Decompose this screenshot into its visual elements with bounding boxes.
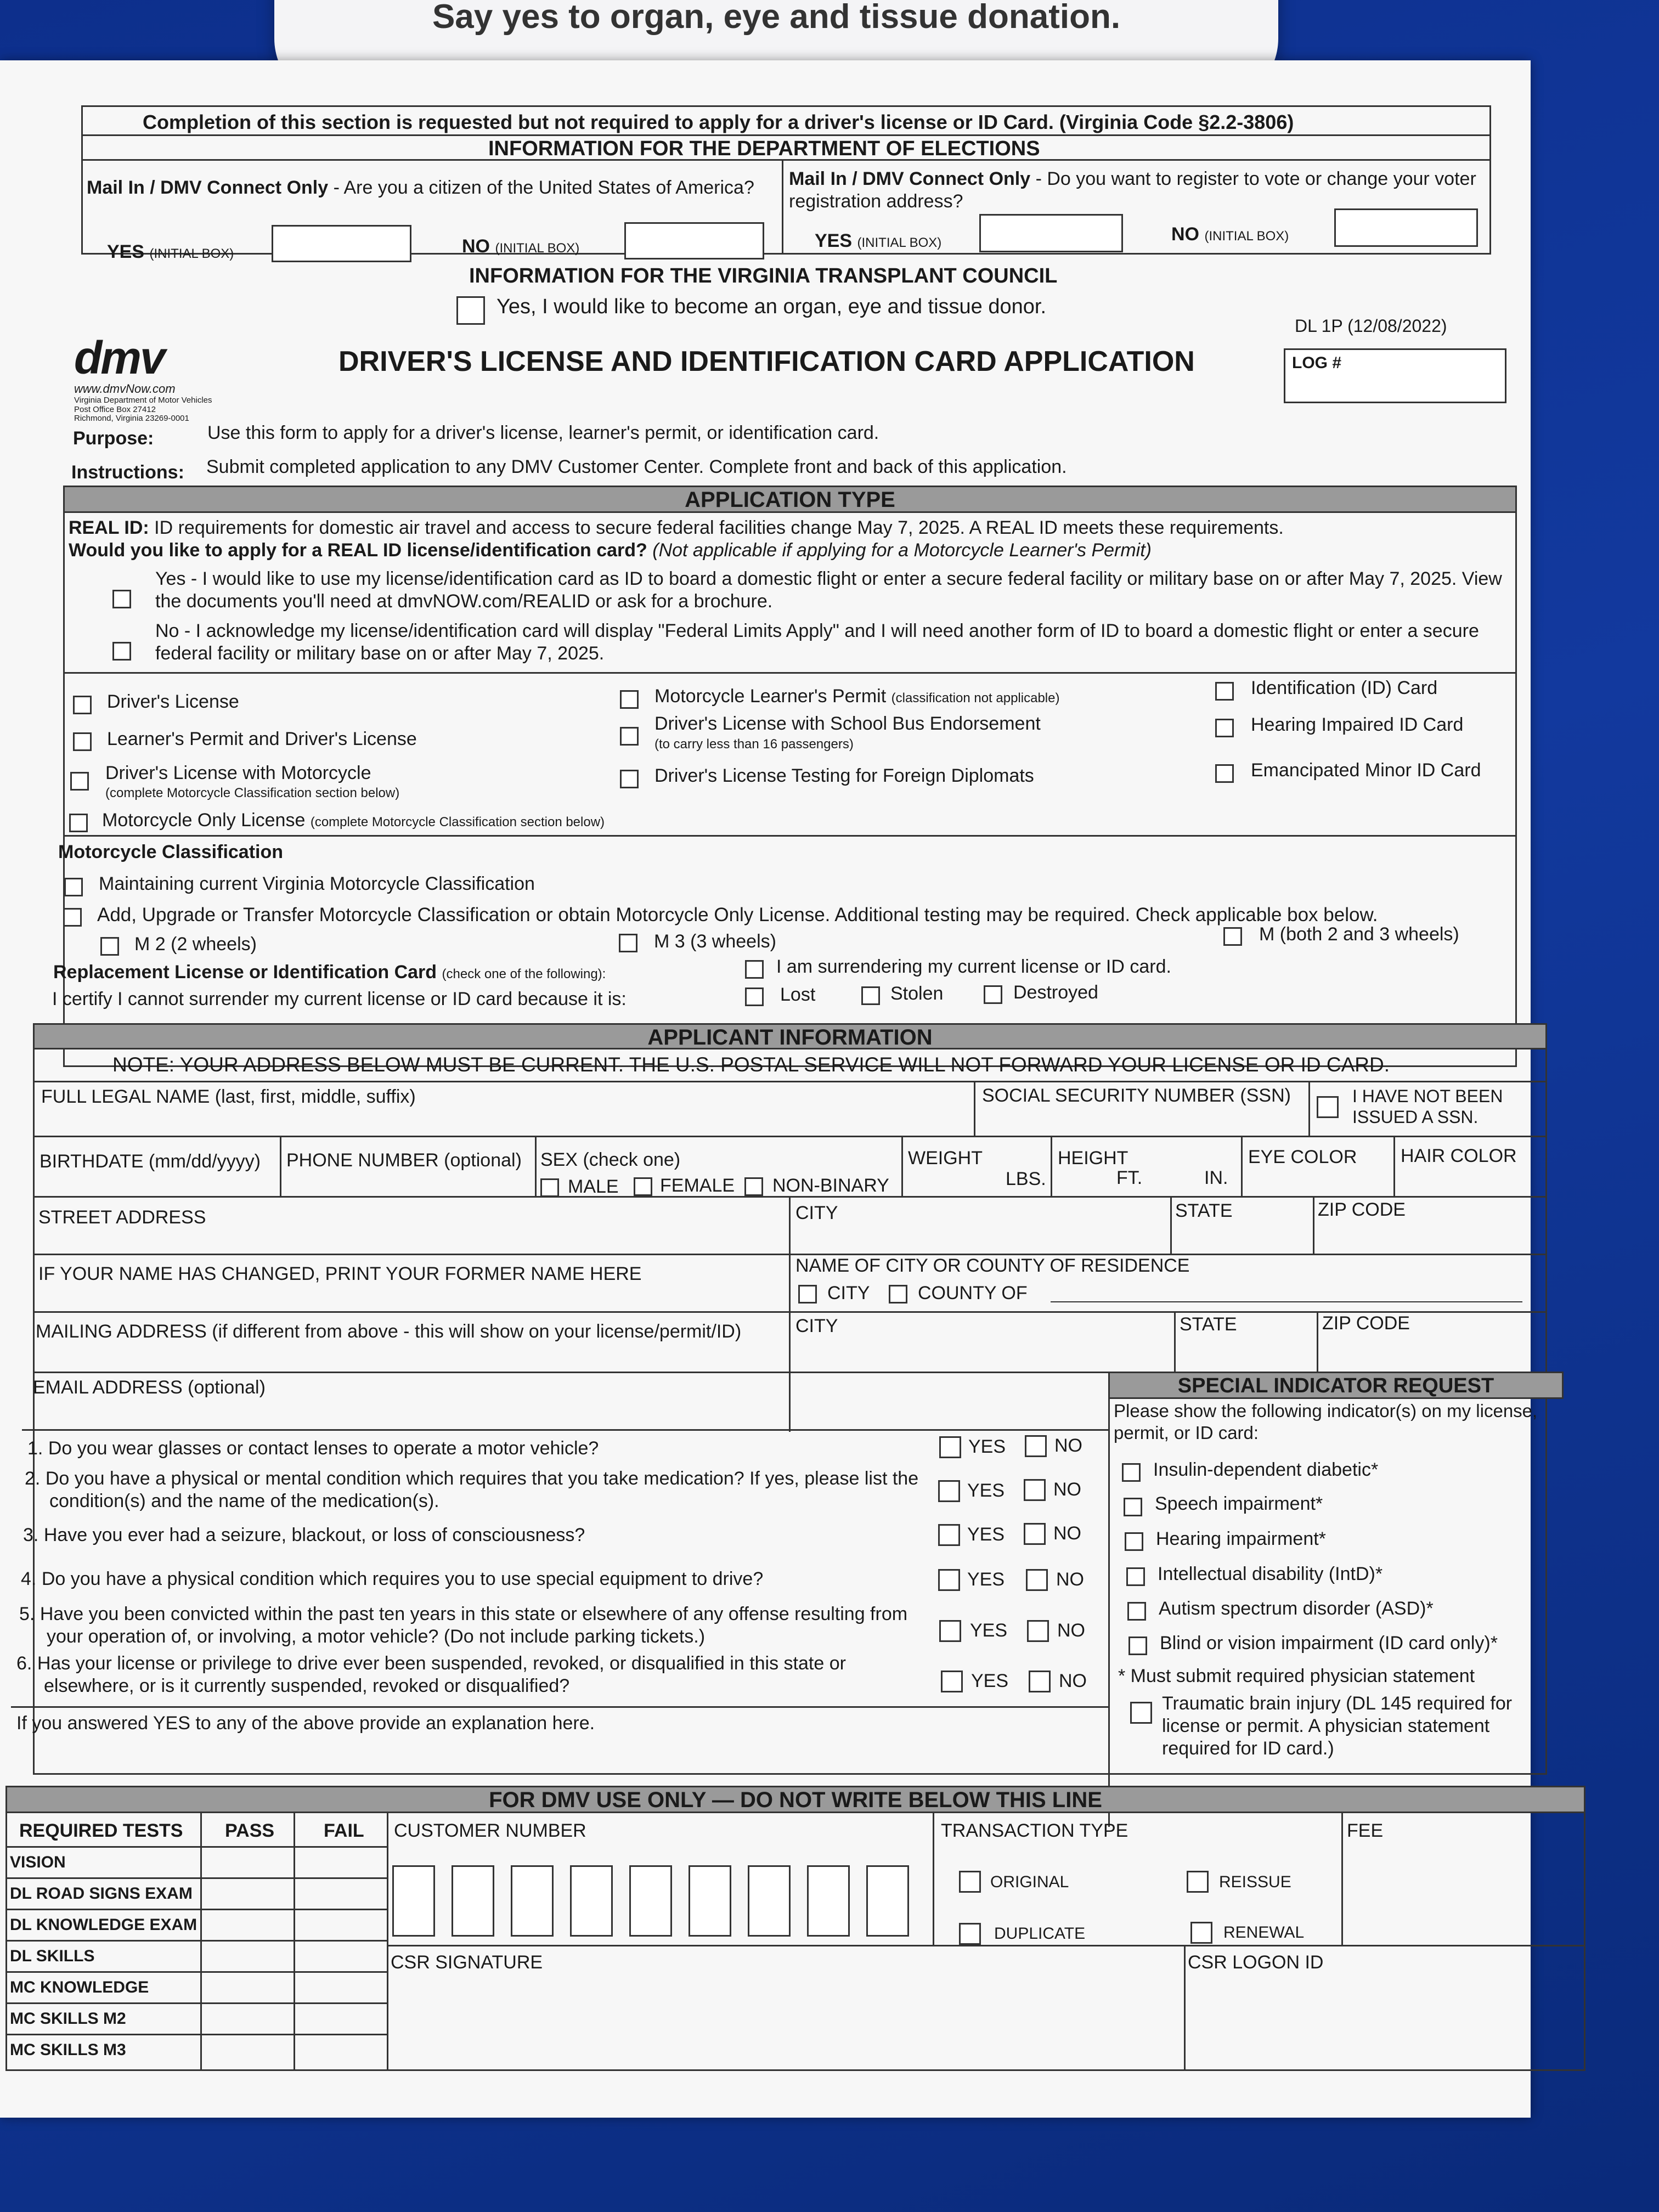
m3-label: M 3 (3 wheels) xyxy=(654,931,776,952)
realid-yes-text: Yes - I would like to use my license/identification card as ID to board a domestic flight or enter a secure federal facility or military base on or after May 7, 2025. View the documents you'll need at dmvNOW.com/REALID or ask for a brochure. xyxy=(155,568,1502,612)
weight-label[interactable]: WEIGHT xyxy=(908,1148,983,1169)
blind-label: Blind or vision impairment (ID card only)* xyxy=(1160,1633,1498,1654)
q2-no-label: NO xyxy=(1053,1479,1081,1500)
csr-logon-label: CSR LOGON ID xyxy=(1188,1952,1324,1973)
question-5: 5. Have you been convicted within the past ten years in this state or elsewhere of any offense resulting from your operation of, or involving, a motor vehicle? (Do not include parking tickets.) xyxy=(19,1604,908,1647)
id-card-label: Identification (ID) Card xyxy=(1251,678,1438,698)
mailing-city-label[interactable]: CITY xyxy=(795,1316,838,1336)
q4-yes-checkbox[interactable] xyxy=(938,1569,960,1591)
vote-yes-label: YES (INITIAL BOX) xyxy=(815,230,942,251)
dmv-address-line2: Post Office Box 27412 xyxy=(74,404,156,414)
dmv-logo xyxy=(74,332,212,424)
realid-no-text: No - I acknowledge my license/identification card will display "Federal Limits Apply" and I will need another form of ID to board a domestic flight or enter a secure federal facility or military base on or after May 7, 2025. xyxy=(155,620,1479,664)
reissue-checkbox[interactable] xyxy=(1187,1871,1209,1893)
renewal-checkbox[interactable] xyxy=(1190,1922,1212,1944)
applicant-header: APPLICANT INFORMATION xyxy=(33,1023,1547,1049)
q1-no-label: NO xyxy=(1054,1435,1082,1456)
nonbinary-checkbox[interactable] xyxy=(744,1177,763,1196)
dl-motorcycle-checkbox[interactable] xyxy=(70,772,89,791)
csr-signature-label: CSR SIGNATURE xyxy=(391,1952,543,1973)
residence-city-checkbox[interactable] xyxy=(798,1285,817,1304)
customer-number-label: CUSTOMER NUMBER xyxy=(394,1820,586,1841)
customer-number-digit xyxy=(689,1865,731,1937)
ssn-label[interactable]: SOCIAL SECURITY NUMBER (SSN) xyxy=(982,1085,1291,1106)
drivers-license-label: Driver's License xyxy=(107,691,239,712)
donor-label: Yes, I would like to become an organ, eye and tissue donor. xyxy=(496,295,1047,318)
test-mc-knowledge: MC KNOWLEDGE xyxy=(10,1978,149,1996)
intd-label: Intellectual disability (IntD)* xyxy=(1158,1564,1383,1584)
purpose-label: Purpose: xyxy=(73,428,154,449)
q5-yes-checkbox[interactable] xyxy=(939,1620,961,1642)
application-form xyxy=(0,60,1538,2118)
test-knowledge: DL KNOWLEDGE EXAM xyxy=(10,1916,198,1934)
surrender-label: I am surrendering my current license or ID card. xyxy=(776,956,1171,977)
application-type-header: APPLICATION TYPE xyxy=(63,486,1517,513)
customer-number-digit xyxy=(452,1865,494,1937)
elections-q2: Mail In / DMV Connect Only - Do you want to register to vote or change your voter registration address? xyxy=(789,168,1476,212)
fail-header: FAIL xyxy=(324,1820,364,1841)
q5-no-checkbox[interactable] xyxy=(1027,1620,1049,1642)
id-card-checkbox[interactable] xyxy=(1215,682,1234,701)
motorcycle-learner-label: Motorcycle Learner's Permit (classification not applicable) xyxy=(654,686,1060,707)
mailing-state-label[interactable]: STATE xyxy=(1180,1314,1237,1335)
special-indicator-header: SPECIAL INDICATOR REQUEST xyxy=(1108,1372,1564,1399)
tbi-checkbox[interactable] xyxy=(1130,1702,1152,1724)
question-1: 1. Do you wear glasses or contact lenses to operate a motor vehicle? xyxy=(27,1438,599,1459)
test-vision: VISION xyxy=(10,1853,66,1871)
residence-county-label: COUNTY OF xyxy=(918,1283,1028,1304)
hair-color-label[interactable]: HAIR COLOR xyxy=(1401,1146,1517,1166)
elections-notice: Completion of this section is requested but not required to apply for a driver's license or ID Card. (Virginia Code §2.2-3806) xyxy=(143,111,1294,133)
hearing-checkbox[interactable] xyxy=(1125,1532,1143,1551)
school-bus-checkbox[interactable] xyxy=(620,727,639,746)
height-label[interactable]: HEIGHT xyxy=(1058,1148,1128,1169)
former-name-label[interactable]: IF YOUR NAME HAS CHANGED, PRINT YOUR FORMER NAME HERE xyxy=(38,1263,642,1284)
feet-label: FT. xyxy=(1116,1167,1143,1188)
vote-no-label: NO (INITIAL BOX) xyxy=(1171,224,1289,245)
foreign-diplomats-checkbox[interactable] xyxy=(620,770,639,788)
form-title: DRIVER'S LICENSE AND IDENTIFICATION CARD APPLICATION xyxy=(338,346,1195,377)
q3-no-label: NO xyxy=(1053,1523,1081,1544)
instructions-text: Submit completed application to any DMV Customer Center. Complete front and back of this application. xyxy=(206,456,1067,477)
original-label: ORIGINAL xyxy=(990,1873,1069,1891)
duplicate-checkbox[interactable] xyxy=(959,1923,981,1945)
q1-yes-label: YES xyxy=(968,1436,1006,1457)
school-bus-sub: (to carry less than 16 passengers) xyxy=(654,737,854,752)
destroyed-checkbox[interactable] xyxy=(984,985,1002,1004)
dmv-logo-mark: dmv xyxy=(74,332,164,383)
citizen-yes-label: YES (INITIAL BOX) xyxy=(107,241,234,262)
emancipated-minor-label: Emancipated Minor ID Card xyxy=(1251,760,1481,781)
address-note: NOTE: YOUR ADDRESS BELOW MUST BE CURRENT. THE U.S. POSTAL SERVICE WILL NOT FORWARD YOUR LICENSE OR ID CARD. xyxy=(112,1053,1390,1076)
city-label[interactable]: CITY xyxy=(795,1203,838,1223)
speech-checkbox[interactable] xyxy=(1124,1498,1142,1516)
q2-yes-checkbox[interactable] xyxy=(938,1480,960,1502)
purpose-text: Use this form to apply for a driver's license, learner's permit, or identification card. xyxy=(207,422,879,443)
intd-checkbox[interactable] xyxy=(1126,1567,1145,1586)
surrender-checkbox[interactable] xyxy=(745,960,764,979)
asd-label: Autism spectrum disorder (ASD)* xyxy=(1159,1598,1434,1619)
email-label[interactable]: EMAIL ADDRESS (optional) xyxy=(33,1377,266,1398)
residence-county-checkbox[interactable] xyxy=(889,1285,907,1304)
blind-checkbox[interactable] xyxy=(1128,1637,1147,1655)
dmv-address-line3: Richmond, Virginia 23269-0001 xyxy=(74,414,189,423)
male-label: MALE xyxy=(568,1176,619,1197)
dmv-address-line1: Virginia Department of Motor Vehicles xyxy=(74,396,212,405)
pass-header: PASS xyxy=(225,1820,275,1841)
learners-permit-label: Learner's Permit and Driver's License xyxy=(107,729,417,749)
dl-motorcycle-sub: (complete Motorcycle Classification section below) xyxy=(105,786,400,800)
replacement-label: Replacement License or Identification Card (check one of the following): xyxy=(53,962,606,983)
instructions-label: Instructions: xyxy=(71,462,184,483)
customer-number-digit xyxy=(570,1865,613,1937)
dl-motorcycle-label: Driver's License with Motorcycle xyxy=(105,763,371,783)
customer-number-digit xyxy=(748,1865,791,1937)
dmv-use-header: FOR DMV USE ONLY — DO NOT WRITE BELOW THIS LINE xyxy=(5,1786,1585,1813)
state-label[interactable]: STATE xyxy=(1175,1200,1233,1221)
question-3: 3. Have you ever had a seizure, blackout, or loss of consciousness? xyxy=(23,1525,585,1545)
customer-number-digit xyxy=(511,1865,554,1937)
original-checkbox[interactable] xyxy=(959,1871,981,1893)
emancipated-minor-checkbox[interactable] xyxy=(1215,764,1234,783)
stolen-label: Stolen xyxy=(890,983,944,1004)
m2-label: M 2 (2 wheels) xyxy=(134,934,257,955)
test-mc-skills-m2: MC SKILLS M2 xyxy=(10,2010,126,2028)
q3-yes-label: YES xyxy=(967,1524,1005,1545)
physician-footnote: * Must submit required physician statement xyxy=(1118,1666,1475,1686)
q1-yes-checkbox[interactable] xyxy=(939,1436,961,1458)
female-checkbox[interactable] xyxy=(634,1177,652,1196)
reissue-label: REISSUE xyxy=(1219,1873,1291,1891)
test-road-signs: DL ROAD SIGNS EXAM xyxy=(10,1884,193,1903)
customer-number-digit xyxy=(629,1865,672,1937)
eye-color-label[interactable]: EYE COLOR xyxy=(1248,1147,1357,1167)
lost-checkbox[interactable] xyxy=(745,988,764,1006)
customer-number-digit xyxy=(392,1865,435,1937)
question-4: 4. Do you have a physical condition which requires you to use special equipment to drive? xyxy=(21,1568,764,1589)
q3-yes-checkbox[interactable] xyxy=(938,1524,960,1546)
no-ssn-checkbox[interactable] xyxy=(1317,1096,1339,1118)
explanation-label[interactable]: If you answered YES to any of the above provide an explanation here. xyxy=(16,1713,595,1734)
duplicate-label: DUPLICATE xyxy=(994,1925,1086,1943)
inches-label: IN. xyxy=(1204,1167,1228,1188)
phone-label[interactable]: PHONE NUMBER (optional) xyxy=(286,1150,522,1171)
question-2: 2. Do you have a physical or mental condition which requires that you take medication? If yes, please list the condition(s) and the name of the medication(s). xyxy=(25,1468,919,1511)
lbs-label: LBS. xyxy=(1006,1169,1046,1189)
m2-checkbox[interactable] xyxy=(100,937,119,956)
hearing-impaired-checkbox[interactable] xyxy=(1215,719,1234,737)
mailing-zip-label[interactable]: ZIP CODE xyxy=(1322,1313,1410,1334)
q5-yes-label: YES xyxy=(970,1620,1008,1641)
female-label: FEMALE xyxy=(660,1175,735,1196)
vote-no-initial-box[interactable] xyxy=(1334,208,1478,247)
foreign-diplomats-label: Driver's License Testing for Foreign Diplomats xyxy=(654,765,1034,786)
street-address-label[interactable]: STREET ADDRESS xyxy=(38,1207,206,1228)
mc-maintain-checkbox[interactable] xyxy=(64,878,83,896)
q4-no-label: NO xyxy=(1056,1569,1084,1590)
insulin-label: Insulin-dependent diabetic* xyxy=(1153,1459,1379,1480)
lost-label: Lost xyxy=(780,984,816,1005)
zip-label[interactable]: ZIP CODE xyxy=(1318,1199,1406,1220)
nonbinary-label: NON-BINARY xyxy=(772,1175,889,1196)
certify-label: I certify I cannot surrender my current license or ID card because it is: xyxy=(52,989,627,1009)
drivers-license-checkbox[interactable] xyxy=(73,696,92,714)
motorcycle-only-checkbox[interactable] xyxy=(69,814,88,832)
renewal-label: RENEWAL xyxy=(1223,1923,1305,1942)
residence-label: NAME OF CITY OR COUNTY OF RESIDENCE xyxy=(795,1255,1190,1276)
q6-no-label: NO xyxy=(1059,1671,1087,1691)
special-indicator-intro: Please show the following indicator(s) on my license, permit, or ID card: xyxy=(1114,1401,1538,1443)
q5-no-label: NO xyxy=(1057,1620,1085,1641)
transplant-header: INFORMATION FOR THE VIRGINIA TRANSPLANT COUNCIL xyxy=(469,264,1058,287)
realid-question: Would you like to apply for a REAL ID license/identification card? (Not applicable if applying for a Motorcycle Learner's Permit) xyxy=(69,540,1152,561)
hearing-impaired-label: Hearing Impaired ID Card xyxy=(1251,714,1464,735)
donor-checkbox[interactable] xyxy=(456,296,485,325)
q4-yes-label: YES xyxy=(967,1569,1005,1590)
q2-no-checkbox[interactable] xyxy=(1024,1479,1046,1501)
mailing-address-label[interactable]: MAILING ADDRESS (if different from above - this will show on your license/permit/ID) xyxy=(36,1321,742,1342)
elections-header: INFORMATION FOR THE DEPARTMENT OF ELECTIONS xyxy=(488,137,1040,160)
realid-info: REAL ID: ID requirements for domestic air travel and access to secure federal facilities change May 7, 2025. A REAL ID meets these requirements. xyxy=(69,517,1284,538)
q6-yes-checkbox[interactable] xyxy=(941,1671,963,1692)
m-both-checkbox[interactable] xyxy=(1223,927,1242,946)
school-bus-label: Driver's License with School Bus Endorsement xyxy=(654,713,1041,734)
residence-city-label: CITY xyxy=(827,1283,870,1304)
dmv-logo-url: www.dmvNow.com xyxy=(74,382,176,396)
q4-no-checkbox[interactable] xyxy=(1026,1569,1048,1591)
m-both-label: M (both 2 and 3 wheels) xyxy=(1259,924,1459,945)
elections-q1: Mail In / DMV Connect Only - Are you a citizen of the United States of America? xyxy=(87,177,754,198)
q3-no-checkbox[interactable] xyxy=(1024,1523,1046,1545)
citizen-no-label: NO (INITIAL BOX) xyxy=(462,236,580,257)
motorcycle-classification-header: Motorcycle Classification xyxy=(58,842,284,862)
test-dl-skills: DL SKILLS xyxy=(10,1947,95,1965)
insulin-checkbox[interactable] xyxy=(1122,1463,1141,1482)
form-code: DL 1P (12/08/2022) xyxy=(1295,316,1447,336)
sex-label: SEX (check one) xyxy=(540,1149,681,1170)
stolen-checkbox[interactable] xyxy=(861,986,880,1005)
speech-label: Speech impairment* xyxy=(1155,1493,1323,1514)
full-name-label[interactable]: FULL LEGAL NAME (last, first, middle, suffix) xyxy=(41,1086,416,1107)
learners-permit-checkbox[interactable] xyxy=(73,732,92,751)
mc-add-label: Add, Upgrade or Transfer Motorcycle Classification or obtain Motorcycle Only License. Additional testing may be required. Check applicable box below. xyxy=(97,904,1378,926)
no-ssn-label-2: ISSUED A SSN. xyxy=(1352,1107,1479,1127)
question-6: 6. Has your license or privilege to drive ever been suspended, revoked, or disqualified in this state or elsewhere, or is it currently suspended, revoked or disqualified? xyxy=(16,1653,846,1696)
mc-add-checkbox[interactable] xyxy=(63,908,82,927)
citizen-yes-initial-box[interactable] xyxy=(272,225,411,262)
tbi-label: Traumatic brain injury (DL 145 required for license or permit. A physician statement required for ID card.) xyxy=(1162,1693,1513,1759)
motorcycle-learner-checkbox[interactable] xyxy=(620,690,639,709)
realid-no-checkbox[interactable] xyxy=(112,642,131,661)
q6-no-checkbox[interactable] xyxy=(1029,1671,1051,1692)
q1-no-checkbox[interactable] xyxy=(1025,1435,1047,1457)
customer-number-digit xyxy=(866,1865,909,1937)
q6-yes-label: YES xyxy=(971,1671,1009,1691)
hearing-label: Hearing impairment* xyxy=(1156,1528,1326,1549)
fee-label: FEE xyxy=(1347,1820,1384,1841)
birthdate-label[interactable]: BIRTHDATE (mm/dd/yyyy) xyxy=(40,1151,261,1172)
motorcycle-only-label: Motorcycle Only License (complete Motorcycle Classification section below) xyxy=(102,810,605,831)
banner-text: Say yes to organ, eye and tissue donation. xyxy=(432,0,1121,36)
log-number-label: LOG # xyxy=(1292,354,1342,372)
customer-number-digit xyxy=(807,1865,850,1937)
mc-maintain-label: Maintaining current Virginia Motorcycle Classification xyxy=(99,873,535,894)
vote-yes-initial-box[interactable] xyxy=(979,214,1123,252)
destroyed-label: Destroyed xyxy=(1013,982,1098,1003)
test-mc-skills-m3: MC SKILLS M3 xyxy=(10,2041,126,2059)
citizen-no-initial-box[interactable] xyxy=(624,222,764,259)
m3-checkbox[interactable] xyxy=(619,934,637,952)
male-checkbox[interactable] xyxy=(540,1178,559,1197)
transaction-type-label: TRANSACTION TYPE xyxy=(941,1820,1128,1841)
realid-yes-checkbox[interactable] xyxy=(112,590,131,608)
required-tests-header: REQUIRED TESTS xyxy=(19,1820,183,1841)
asd-checkbox[interactable] xyxy=(1127,1602,1146,1621)
no-ssn-label-1: I HAVE NOT BEEN xyxy=(1352,1086,1503,1106)
q2-yes-label: YES xyxy=(967,1480,1005,1501)
